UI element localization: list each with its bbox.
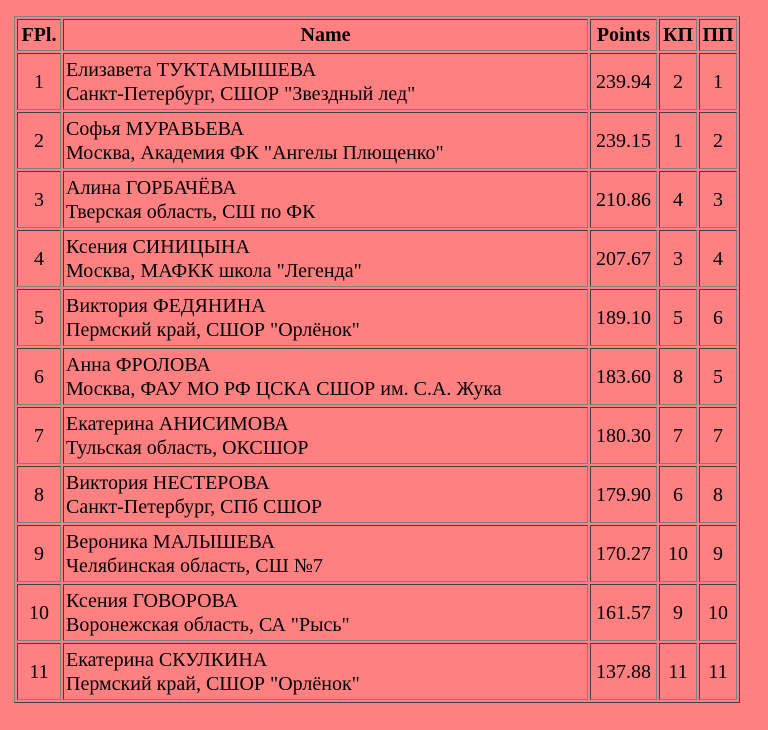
table-row bbox=[17, 466, 737, 523]
cell-kp: 9 bbox=[659, 584, 697, 641]
cell-pp: 8 bbox=[699, 466, 737, 523]
skater-club: Пермский край, СШОР "Орлёнок" bbox=[66, 672, 360, 695]
cell-name bbox=[63, 525, 588, 582]
cell-points: 239.15 bbox=[590, 112, 657, 169]
skater-name: Ксения ГОВОРОВА bbox=[66, 589, 239, 612]
cell-name bbox=[63, 584, 588, 641]
cell-points: 180.30 bbox=[590, 407, 657, 464]
cell-kp: 2 bbox=[659, 53, 697, 110]
skater-club: Москва, ФАУ МО РФ ЦСКА СШОР им. С.А. Жука bbox=[66, 377, 502, 400]
table-row bbox=[17, 53, 737, 110]
skater-name: Софья МУРАВЬЕВА bbox=[66, 117, 245, 140]
results-table bbox=[14, 16, 740, 703]
cell-name bbox=[63, 112, 588, 169]
skater-club: Челябинская область, СШ №7 bbox=[66, 554, 323, 577]
header-name: Name bbox=[63, 19, 588, 51]
cell-kp: 6 bbox=[659, 466, 697, 523]
cell-fpl: 3 bbox=[17, 171, 61, 228]
cell-kp: 10 bbox=[659, 525, 697, 582]
cell-pp: 6 bbox=[699, 289, 737, 346]
cell-fpl: 4 bbox=[17, 230, 61, 287]
cell-points: 170.27 bbox=[590, 525, 657, 582]
skater-name: Екатерина СКУЛКИНА bbox=[66, 648, 268, 671]
results-table-header bbox=[17, 19, 737, 51]
cell-kp: 1 bbox=[659, 112, 697, 169]
skater-name: Вероника МАЛЫШЕВА bbox=[66, 530, 276, 553]
cell-fpl: 8 bbox=[17, 466, 61, 523]
cell-pp: 2 bbox=[699, 112, 737, 169]
header-points: Points bbox=[590, 19, 657, 51]
cell-name bbox=[63, 171, 588, 228]
cell-points: 210.86 bbox=[590, 171, 657, 228]
skater-club: Тверская область, СШ по ФК bbox=[66, 200, 316, 223]
cell-name bbox=[63, 53, 588, 110]
cell-kp: 11 bbox=[659, 643, 697, 700]
cell-points: 183.60 bbox=[590, 348, 657, 405]
skater-club: Тульская область, ОКСШОР bbox=[66, 436, 309, 459]
cell-name bbox=[63, 643, 588, 700]
cell-fpl: 9 bbox=[17, 525, 61, 582]
cell-pp: 10 bbox=[699, 584, 737, 641]
cell-pp: 11 bbox=[699, 643, 737, 700]
cell-pp: 3 bbox=[699, 171, 737, 228]
table-row bbox=[17, 289, 737, 346]
table-row bbox=[17, 112, 737, 169]
results-table-body bbox=[17, 53, 737, 700]
cell-pp: 7 bbox=[699, 407, 737, 464]
cell-fpl: 2 bbox=[17, 112, 61, 169]
cell-name bbox=[63, 289, 588, 346]
table-row bbox=[17, 348, 737, 405]
skater-name: Алина ГОРБАЧЁВА bbox=[66, 176, 237, 199]
header-row bbox=[17, 19, 737, 51]
cell-fpl: 11 bbox=[17, 643, 61, 700]
skater-club: Пермский край, СШОР "Орлёнок" bbox=[66, 318, 360, 341]
cell-kp: 8 bbox=[659, 348, 697, 405]
cell-kp: 7 bbox=[659, 407, 697, 464]
skater-club: Москва, Академия ФК "Ангелы Плющенко" bbox=[66, 141, 444, 164]
skater-club: Воронежская область, СА "Рысь" bbox=[66, 613, 350, 636]
cell-kp: 4 bbox=[659, 171, 697, 228]
cell-fpl: 5 bbox=[17, 289, 61, 346]
header-pp: ПП bbox=[699, 19, 737, 51]
cell-points: 161.57 bbox=[590, 584, 657, 641]
cell-points: 239.94 bbox=[590, 53, 657, 110]
skater-club: Санкт-Петербург, СШОР "Звездный лед" bbox=[66, 82, 416, 105]
cell-fpl: 7 bbox=[17, 407, 61, 464]
cell-points: 137.88 bbox=[590, 643, 657, 700]
skater-name: Екатерина АНИСИМОВА bbox=[66, 412, 289, 435]
skater-name: Виктория НЕСТЕРОВА bbox=[66, 471, 270, 494]
table-row bbox=[17, 525, 737, 582]
table-row bbox=[17, 230, 737, 287]
header-kp: КП bbox=[659, 19, 697, 51]
cell-fpl: 10 bbox=[17, 584, 61, 641]
cell-name bbox=[63, 230, 588, 287]
cell-fpl: 1 bbox=[17, 53, 61, 110]
skater-name: Анна ФРОЛОВА bbox=[66, 353, 211, 376]
skater-club: Москва, МАФКК школа "Легенда" bbox=[66, 259, 362, 282]
cell-points: 179.90 bbox=[590, 466, 657, 523]
skater-club: Санкт-Петербург, СПб СШОР bbox=[66, 495, 323, 518]
cell-points: 189.10 bbox=[590, 289, 657, 346]
cell-kp: 3 bbox=[659, 230, 697, 287]
cell-kp: 5 bbox=[659, 289, 697, 346]
table-row bbox=[17, 584, 737, 641]
cell-pp: 5 bbox=[699, 348, 737, 405]
cell-pp: 9 bbox=[699, 525, 737, 582]
skater-name: Ксения СИНИЦЫНА bbox=[66, 235, 250, 258]
table-row bbox=[17, 643, 737, 700]
cell-pp: 4 bbox=[699, 230, 737, 287]
cell-name bbox=[63, 348, 588, 405]
cell-fpl: 6 bbox=[17, 348, 61, 405]
cell-name bbox=[63, 407, 588, 464]
skater-name: Елизавета ТУКТАМЫШЕВА bbox=[66, 58, 317, 81]
skater-name: Виктория ФЕДЯНИНА bbox=[66, 294, 266, 317]
cell-points: 207.67 bbox=[590, 230, 657, 287]
table-row bbox=[17, 407, 737, 464]
header-fpl: FPl. bbox=[17, 19, 61, 51]
table-row bbox=[17, 171, 737, 228]
cell-name bbox=[63, 466, 588, 523]
cell-pp: 1 bbox=[699, 53, 737, 110]
